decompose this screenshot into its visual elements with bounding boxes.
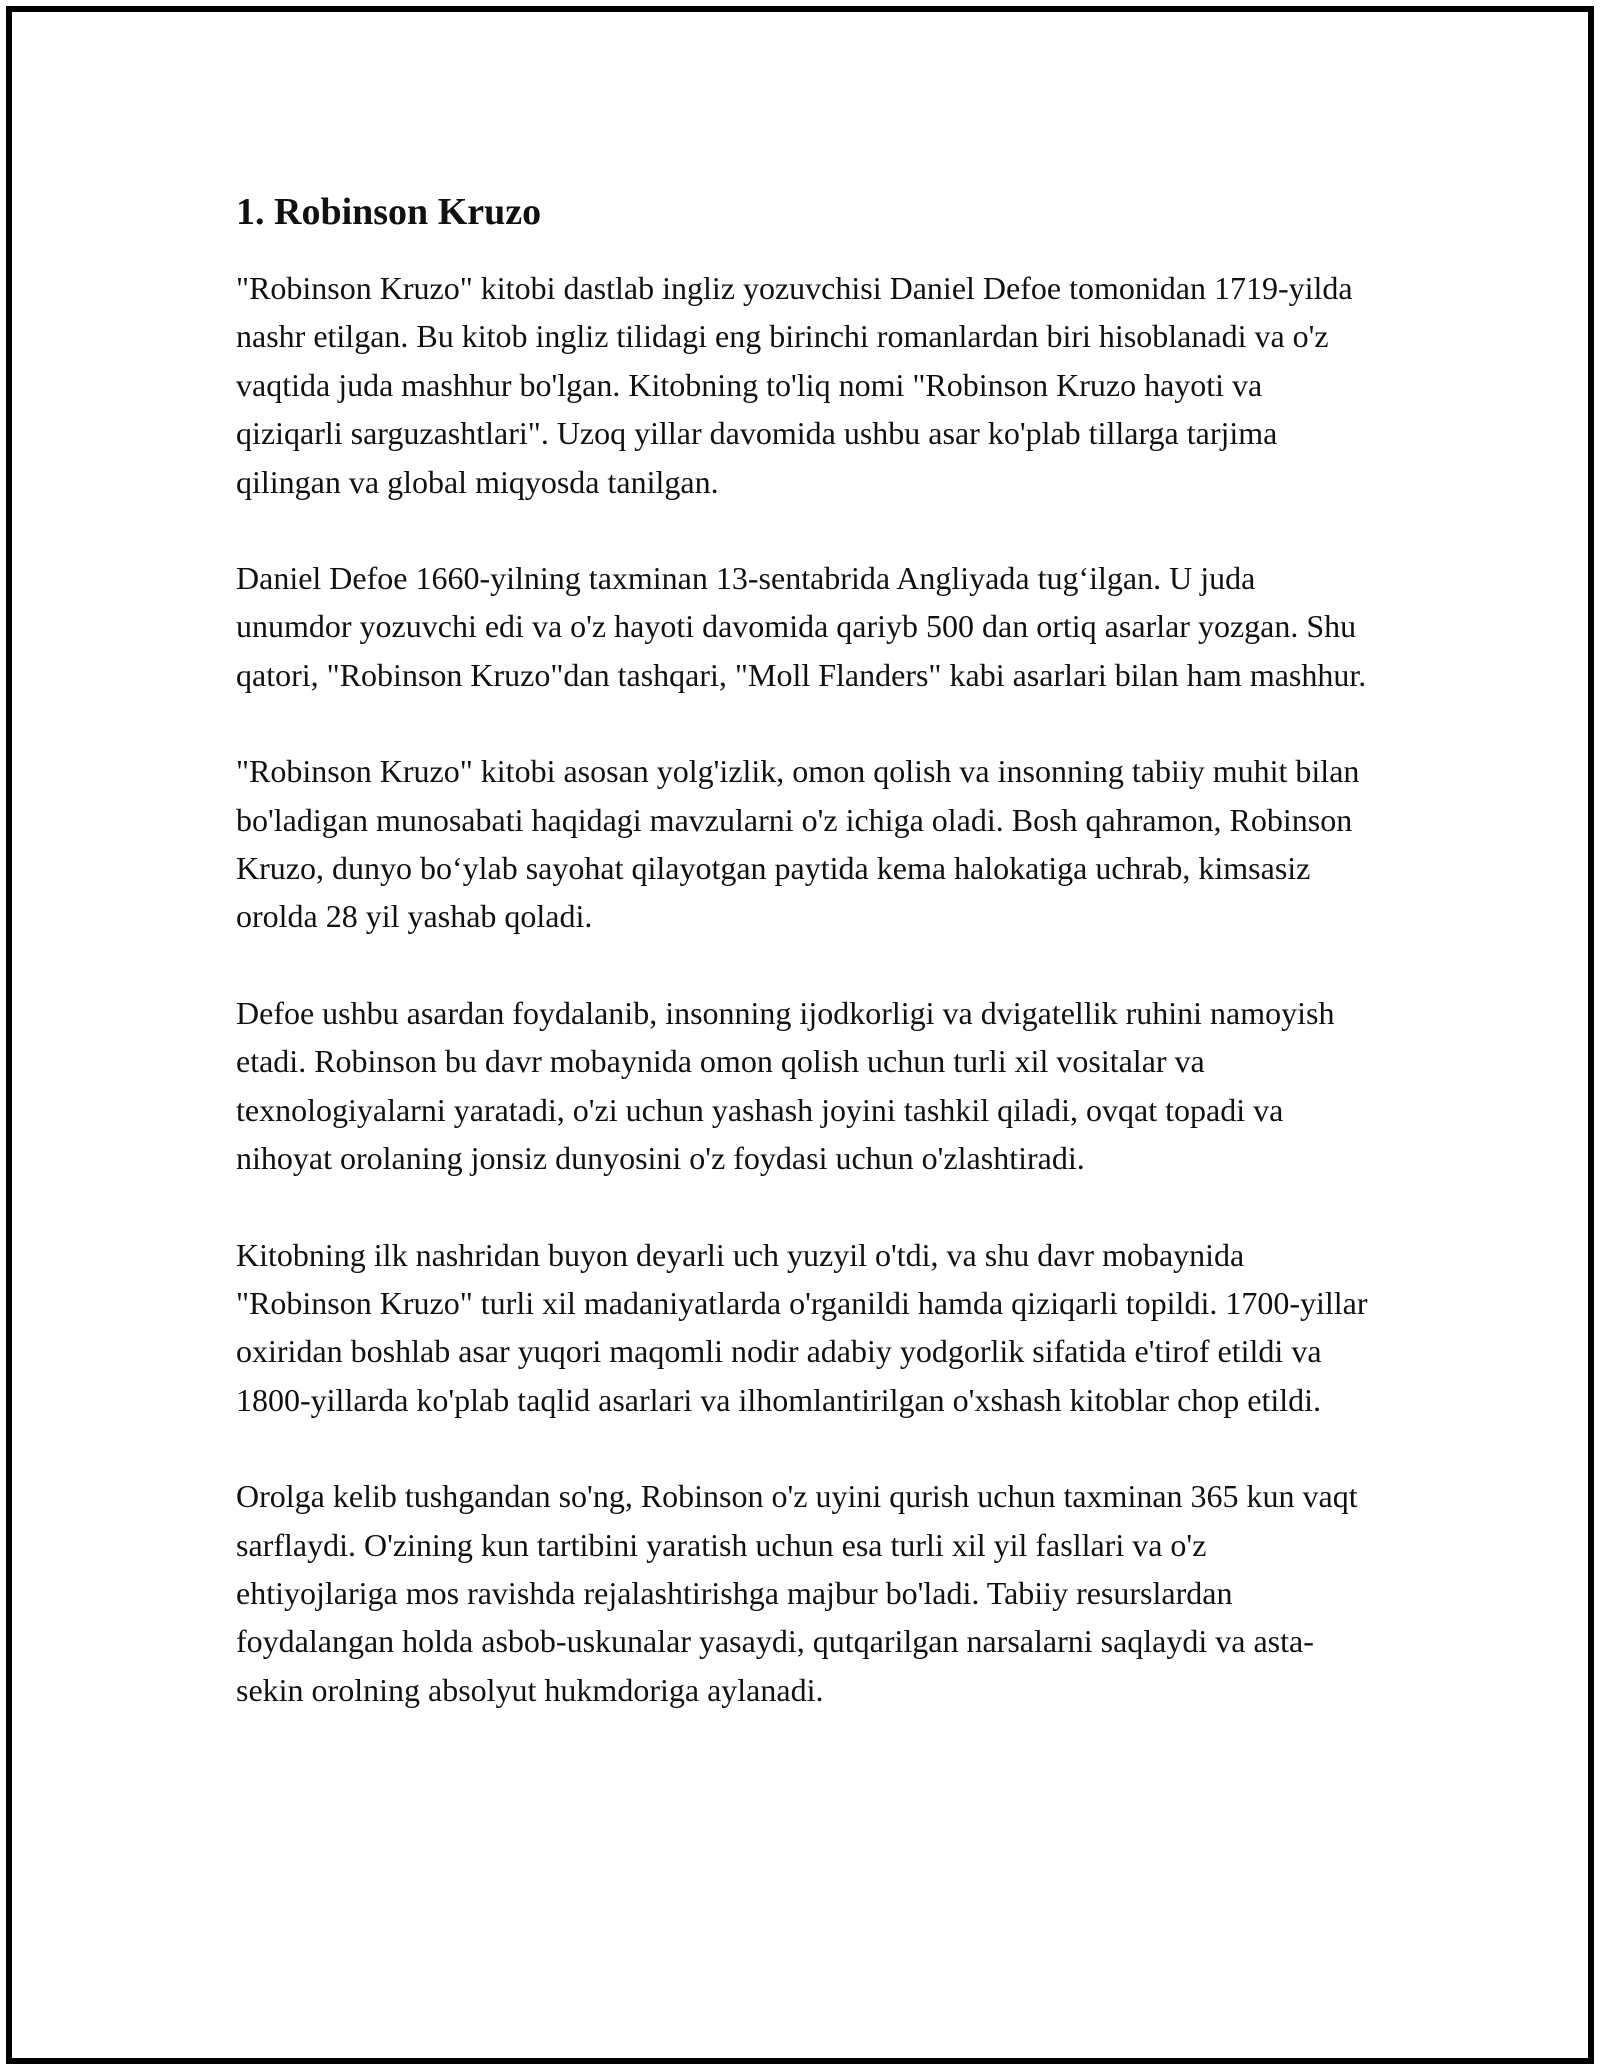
- paragraph-1: "Robinson Kruzo" kitobi dastlab ingliz yozuvchisi Daniel Defoe tomonidan 1719-yilda nashr etilgan. Bu kitob ingliz tilidagi eng birinchi romanlardan biri hisoblanadi va o'z vaqtida juda mashhur bo'lgan. Kitobning to'liq nomi "Robinson Kruzo hayoti va qiziqarli sarguzashtlari". Uzoq yillar davomida ushbu asar ko'plab tillarga tarjima qilingan va global miqyosda tanilgan.: [236, 270, 1353, 500]
- paragraph-5: Kitobning ilk nashridan buyon deyarli uch yuzyil o'tdi, va shu davr mobaynida "Robinson Kruzo" turli xil madaniyatlarda o'rganildi hamda qiziqarli topildi. 1700-yillar oxiridan boshlab asar yuqori maqomli nodir adabiy yodgorlik sifatida e'tirof etildi va 1800-yillarda ko'plab taqlid asarlari va ilhomlantirilgan o'xshash kitoblar chop etildi.: [236, 1236, 1368, 1418]
- document-body: [236, 186, 1376, 1762]
- paragraph-3: "Robinson Kruzo" kitobi asosan yolg'izlik, omon qolish va insonning tabiiy muhit bilan bo'ladigan munosabati haqidagi mavzularni o'z ichiga oladi. Bosh qahramon, Robinson Kruzo, dunyo bo‘ylab sayohat qilayotgan paytida kema halokatiga uchrab, kimsasiz orolda 28 yil yashab qoladi.: [236, 753, 1360, 935]
- paragraph-6: Orolga kelib tushgandan so'ng, Robinson o'z uyini qurish uchun taxminan 365 kun vaqt sarflaydi. O'zining kun tartibini yaratish uchun esa turli xil yil fasllari va o'z ehtiyojlariga mos ravishda rejalashtirishga majbur bo'ladi. Tabiiy resurslardan foydalangan holda asbob-uskunalar yasaydi, qutqarilgan narsalarni saqlaydi va asta-sekin orolning absolyut hukmdoriga aylanadi.: [236, 1478, 1358, 1708]
- document-title: 1. Robinson Kruzo: [236, 191, 542, 233]
- paragraph-2: Daniel Defoe 1660-yilning taxminan 13-sentabrida Angliyada tug‘ilgan. U juda unumdor yozuvchi edi va o'z hayoti davomida qariyb 500 dan ortiq asarlar yozgan. Shu qatori, "Robinson Kruzo"dan tashqari, "Moll Flanders" kabi asarlari bilan ham mashhur.: [236, 560, 1367, 693]
- paragraph-4: Defoe ushbu asardan foydalanib, insonning ijodkorligi va dvigatellik ruhini namoyish etadi. Robinson bu davr mobaynida omon qolish uchun turli xil vositalar va texnologiyalarni yaratadi, o'zi uchun yashash joyini tashkil qiladi, ovqat topadi va nihoyat orolaning jonsiz dunyosini o'z foydasi uchun o'zlashtiradi.: [236, 994, 1335, 1177]
